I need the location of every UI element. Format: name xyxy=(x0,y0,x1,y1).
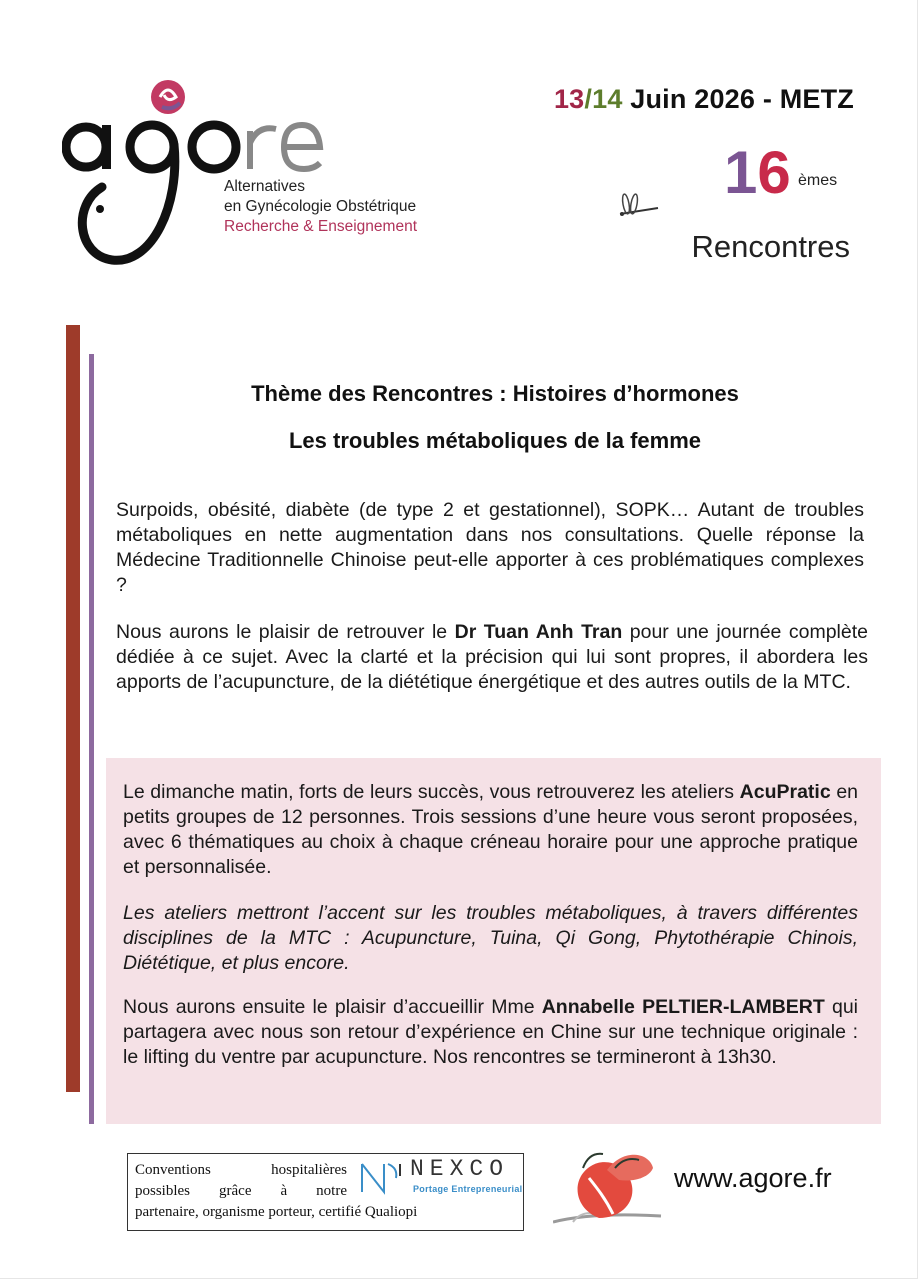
decorative-red-bar xyxy=(66,325,80,1092)
event-date-day2: 14 xyxy=(592,84,623,114)
conv-word: possibles xyxy=(135,1183,191,1199)
workshops-text-after: en petits groupes de 12 personnes. Trois sessions d’une heure vous seront proposées, avec 6 thématiques au choix à chaque créneau horaire pour une approche pratique et personnalisée. xyxy=(123,781,859,878)
event-date xyxy=(554,84,854,115)
theme-subtitle: Les troubles métaboliques de la femme xyxy=(288,428,701,453)
edition-digit1: 1 xyxy=(724,139,758,206)
conv-word: notre xyxy=(316,1183,347,1199)
conventions-line2 xyxy=(135,1181,347,1202)
theme-title: Thème des Rencontres : Histoires d’hormones xyxy=(251,381,739,406)
guest-name: Annabelle PELTIER-LAMBERT xyxy=(541,996,825,1018)
conv-word: grâce xyxy=(219,1183,252,1199)
logo-subtitle xyxy=(224,177,417,237)
guest-text-after: qui partagera avec nous son retour d’expérience en Chine sur une technique originale : le lifting du ventre par acupuncture. Nos rencontres se termineront à 13h30. xyxy=(123,996,858,1068)
workshops-text-before: Le dimanche matin, forts de leurs succès, vous retrouverez les ateliers xyxy=(123,781,740,803)
agore-logo-mark xyxy=(62,75,342,275)
event-date-rest: Juin 2026 - METZ xyxy=(622,84,854,114)
logo-subtitle-line2: en Gynécologie Obstétrique xyxy=(224,198,417,215)
nexco-tagline: Portage Entrepreneurial xyxy=(413,1184,523,1194)
conventions-line3: partenaire, organisme porteur, certifié Qualiopi xyxy=(135,1204,418,1220)
conv-word: Conventions xyxy=(135,1162,211,1178)
guest-text-before: Nous aurons ensuite le plaisir d’accueillir Mme xyxy=(123,996,542,1018)
nexco-name: NEXCO xyxy=(410,1156,510,1182)
decorative-purple-bar xyxy=(89,354,94,1124)
workshops-focus-paragraph: Les ateliers mettront l’accent sur les troubles métaboliques, à travers différentes disciplines de la MTC : Acupuncture, Tuina, Qi Gong, Phytothérapie Chinois, Diététique, et plus encore. xyxy=(123,902,858,974)
website-link[interactable]: www.agore.fr xyxy=(674,1163,832,1193)
edition-digit2: 6 xyxy=(757,139,791,206)
workshops-paragraph xyxy=(123,780,858,880)
event-date-separator: / xyxy=(584,84,593,114)
conv-word: hospitalières xyxy=(271,1162,347,1178)
edition-suffix: èmes xyxy=(798,172,838,189)
conv-word: à xyxy=(280,1183,288,1199)
nexco-logo-icon xyxy=(358,1158,408,1200)
guest-paragraph xyxy=(123,995,858,1070)
intro-paragraph: Surpoids, obésité, diabète (de type 2 et gestationnel), SOPK… Autant de troubles métaboliques en nette augmentation dans nos consultations. Quelle réponse la Médecine Traditionnelle Chinoise peut-elle apporter à ces problématiques complexes ? xyxy=(116,499,864,596)
speaker-text-after: pour une journée complète dédiée à ce sujet. Avec la clarté et la précision qui lui sont propres, il abordera les apports de l’acupuncture, de la diététique énergétique et des autres outils de la MTC. xyxy=(116,621,868,693)
rencontres-label: Rencontres xyxy=(691,229,850,264)
agore-logo xyxy=(62,75,482,275)
logo-subtitle-line3: Recherche & Enseignement xyxy=(224,218,418,235)
event-date-day1: 13 xyxy=(553,84,585,114)
edition-number xyxy=(724,139,838,206)
speaker-text-before: Nous aurons le plaisir de retrouver le xyxy=(116,621,455,643)
conventions-line1 xyxy=(135,1160,347,1181)
dragonfly-icon xyxy=(612,186,662,222)
acupratic-name: AcuPratic xyxy=(739,781,831,803)
speaker-paragraph xyxy=(116,620,868,695)
speaker-name: Dr Tuan Anh Tran xyxy=(454,621,623,643)
conventions-box xyxy=(127,1153,524,1231)
flower-illustration xyxy=(553,1138,663,1230)
logo-subtitle-line1: Alternatives xyxy=(224,178,305,195)
